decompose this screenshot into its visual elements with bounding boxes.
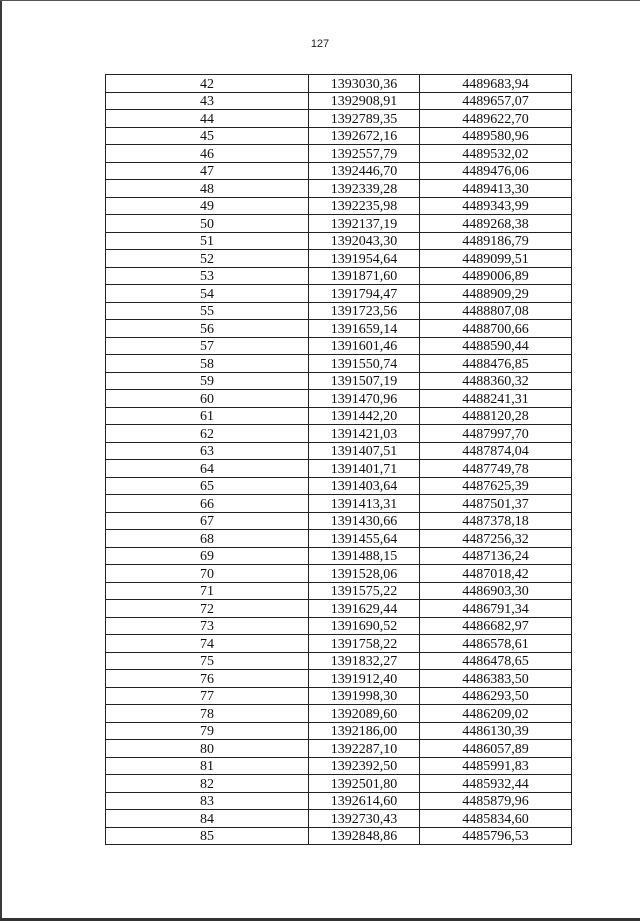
x-coordinate-cell: 1391507,19 (309, 372, 420, 390)
x-coordinate-cell: 1391998,30 (309, 687, 420, 705)
point-number-cell: 52 (106, 250, 309, 268)
point-number-cell: 48 (106, 180, 309, 198)
y-coordinate-cell: 4489413,30 (420, 180, 572, 198)
table-row (106, 565, 572, 583)
point-number-cell: 77 (106, 687, 309, 705)
x-coordinate-cell: 1391528,06 (309, 565, 420, 583)
scan-edge-top (0, 0, 640, 1)
table-row (106, 810, 572, 828)
x-coordinate-cell: 1392848,86 (309, 827, 420, 845)
point-number-cell: 50 (106, 215, 309, 233)
table-row (106, 250, 572, 268)
point-number-cell: 78 (106, 705, 309, 723)
point-number-cell: 58 (106, 355, 309, 373)
table-row (106, 635, 572, 653)
table-row (106, 162, 572, 180)
point-number-cell: 80 (106, 740, 309, 758)
point-number-cell: 46 (106, 145, 309, 163)
y-coordinate-cell: 4487378,18 (420, 512, 572, 530)
y-coordinate-cell: 4489343,99 (420, 197, 572, 215)
point-number-cell: 60 (106, 390, 309, 408)
point-number-cell: 75 (106, 652, 309, 670)
y-coordinate-cell: 4488700,66 (420, 320, 572, 338)
table-row (106, 530, 572, 548)
x-coordinate-cell: 1392446,70 (309, 162, 420, 180)
x-coordinate-cell: 1391430,66 (309, 512, 420, 530)
table-row (106, 757, 572, 775)
y-coordinate-cell: 4485932,44 (420, 775, 572, 793)
table-row (106, 110, 572, 128)
y-coordinate-cell: 4487625,39 (420, 477, 572, 495)
point-number-cell: 64 (106, 460, 309, 478)
y-coordinate-cell: 4487018,42 (420, 565, 572, 583)
x-coordinate-cell: 1391832,27 (309, 652, 420, 670)
table-row (106, 197, 572, 215)
point-number-cell: 43 (106, 92, 309, 110)
table-row (106, 705, 572, 723)
y-coordinate-cell: 4485834,60 (420, 810, 572, 828)
y-coordinate-cell: 4486293,50 (420, 687, 572, 705)
table-row (106, 355, 572, 373)
point-number-cell: 63 (106, 442, 309, 460)
table-row (106, 337, 572, 355)
x-coordinate-cell: 1392287,10 (309, 740, 420, 758)
point-number-cell: 74 (106, 635, 309, 653)
table-row (106, 180, 572, 198)
point-number-cell: 44 (106, 110, 309, 128)
x-coordinate-cell: 1391723,56 (309, 302, 420, 320)
point-number-cell: 53 (106, 267, 309, 285)
y-coordinate-cell: 4487874,04 (420, 442, 572, 460)
table-row (106, 302, 572, 320)
x-coordinate-cell: 1391690,52 (309, 617, 420, 635)
table-row (106, 670, 572, 688)
y-coordinate-cell: 4486130,39 (420, 722, 572, 740)
point-number-cell: 54 (106, 285, 309, 303)
point-number-cell: 67 (106, 512, 309, 530)
point-number-cell: 61 (106, 407, 309, 425)
point-number-cell: 59 (106, 372, 309, 390)
y-coordinate-cell: 4489580,96 (420, 127, 572, 145)
x-coordinate-cell: 1391912,40 (309, 670, 420, 688)
x-coordinate-cell: 1392672,16 (309, 127, 420, 145)
y-coordinate-cell: 4486903,30 (420, 582, 572, 600)
x-coordinate-cell: 1391442,20 (309, 407, 420, 425)
x-coordinate-cell: 1392557,79 (309, 145, 420, 163)
y-coordinate-cell: 4489006,89 (420, 267, 572, 285)
table-row (106, 320, 572, 338)
table-row (106, 390, 572, 408)
table-row (106, 75, 572, 93)
y-coordinate-cell: 4489657,07 (420, 92, 572, 110)
table-row (106, 215, 572, 233)
x-coordinate-cell: 1392186,00 (309, 722, 420, 740)
table-row (106, 722, 572, 740)
coordinates-table (105, 74, 572, 845)
coordinates-table-body (106, 75, 572, 845)
x-coordinate-cell: 1392137,19 (309, 215, 420, 233)
table-row (106, 827, 572, 845)
table-row (106, 495, 572, 513)
x-coordinate-cell: 1391758,22 (309, 635, 420, 653)
point-number-cell: 73 (106, 617, 309, 635)
x-coordinate-cell: 1392789,35 (309, 110, 420, 128)
x-coordinate-cell: 1391403,64 (309, 477, 420, 495)
x-coordinate-cell: 1391659,14 (309, 320, 420, 338)
table-row (106, 92, 572, 110)
point-number-cell: 72 (106, 600, 309, 618)
scan-edge-left (0, 0, 2, 921)
y-coordinate-cell: 4489186,79 (420, 232, 572, 250)
y-coordinate-cell: 4486383,50 (420, 670, 572, 688)
point-number-cell: 68 (106, 530, 309, 548)
table-row (106, 232, 572, 250)
point-number-cell: 79 (106, 722, 309, 740)
point-number-cell: 56 (106, 320, 309, 338)
x-coordinate-cell: 1391470,96 (309, 390, 420, 408)
table-row (106, 687, 572, 705)
y-coordinate-cell: 4487749,78 (420, 460, 572, 478)
y-coordinate-cell: 4485991,83 (420, 757, 572, 775)
point-number-cell: 49 (106, 197, 309, 215)
table-row (106, 582, 572, 600)
y-coordinate-cell: 4485796,53 (420, 827, 572, 845)
x-coordinate-cell: 1391407,51 (309, 442, 420, 460)
y-coordinate-cell: 4489532,02 (420, 145, 572, 163)
table-row (106, 600, 572, 618)
y-coordinate-cell: 4488807,08 (420, 302, 572, 320)
y-coordinate-cell: 4487256,32 (420, 530, 572, 548)
point-number-cell: 84 (106, 810, 309, 828)
x-coordinate-cell: 1391413,31 (309, 495, 420, 513)
y-coordinate-cell: 4488120,28 (420, 407, 572, 425)
y-coordinate-cell: 4485879,96 (420, 792, 572, 810)
x-coordinate-cell: 1391601,46 (309, 337, 420, 355)
point-number-cell: 65 (106, 477, 309, 495)
x-coordinate-cell: 1392501,80 (309, 775, 420, 793)
x-coordinate-cell: 1391401,71 (309, 460, 420, 478)
x-coordinate-cell: 1391488,15 (309, 547, 420, 565)
point-number-cell: 66 (106, 495, 309, 513)
y-coordinate-cell: 4486791,34 (420, 600, 572, 618)
x-coordinate-cell: 1391629,44 (309, 600, 420, 618)
point-number-cell: 70 (106, 565, 309, 583)
x-coordinate-cell: 1392043,30 (309, 232, 420, 250)
y-coordinate-cell: 4489683,94 (420, 75, 572, 93)
y-coordinate-cell: 4486209,02 (420, 705, 572, 723)
y-coordinate-cell: 4487997,70 (420, 425, 572, 443)
y-coordinate-cell: 4489476,06 (420, 162, 572, 180)
table-row (106, 775, 572, 793)
y-coordinate-cell: 4488476,85 (420, 355, 572, 373)
y-coordinate-cell: 4488360,32 (420, 372, 572, 390)
table-row (106, 372, 572, 390)
table-row (106, 547, 572, 565)
y-coordinate-cell: 4488909,29 (420, 285, 572, 303)
y-coordinate-cell: 4487501,37 (420, 495, 572, 513)
table-row (106, 652, 572, 670)
y-coordinate-cell: 4489099,51 (420, 250, 572, 268)
table-row (106, 740, 572, 758)
x-coordinate-cell: 1391575,22 (309, 582, 420, 600)
table-row (106, 145, 572, 163)
y-coordinate-cell: 4486682,97 (420, 617, 572, 635)
point-number-cell: 85 (106, 827, 309, 845)
point-number-cell: 82 (106, 775, 309, 793)
x-coordinate-cell: 1392089,60 (309, 705, 420, 723)
x-coordinate-cell: 1391455,64 (309, 530, 420, 548)
table-row (106, 792, 572, 810)
x-coordinate-cell: 1393030,36 (309, 75, 420, 93)
y-coordinate-cell: 4486478,65 (420, 652, 572, 670)
point-number-cell: 81 (106, 757, 309, 775)
table-row (106, 477, 572, 495)
x-coordinate-cell: 1392908,91 (309, 92, 420, 110)
point-number-cell: 45 (106, 127, 309, 145)
x-coordinate-cell: 1391954,64 (309, 250, 420, 268)
y-coordinate-cell: 4488590,44 (420, 337, 572, 355)
point-number-cell: 83 (106, 792, 309, 810)
table-row (106, 407, 572, 425)
table-row (106, 127, 572, 145)
point-number-cell: 62 (106, 425, 309, 443)
point-number-cell: 57 (106, 337, 309, 355)
table-row (106, 267, 572, 285)
y-coordinate-cell: 4486057,89 (420, 740, 572, 758)
table-row (106, 512, 572, 530)
point-number-cell: 47 (106, 162, 309, 180)
table-row (106, 285, 572, 303)
y-coordinate-cell: 4486578,61 (420, 635, 572, 653)
point-number-cell: 71 (106, 582, 309, 600)
x-coordinate-cell: 1392235,98 (309, 197, 420, 215)
x-coordinate-cell: 1392339,28 (309, 180, 420, 198)
y-coordinate-cell: 4487136,24 (420, 547, 572, 565)
point-number-cell: 51 (106, 232, 309, 250)
point-number-cell: 69 (106, 547, 309, 565)
x-coordinate-cell: 1392392,50 (309, 757, 420, 775)
x-coordinate-cell: 1392614,60 (309, 792, 420, 810)
x-coordinate-cell: 1391871,60 (309, 267, 420, 285)
x-coordinate-cell: 1392730,43 (309, 810, 420, 828)
x-coordinate-cell: 1391421,03 (309, 425, 420, 443)
x-coordinate-cell: 1391794,47 (309, 285, 420, 303)
y-coordinate-cell: 4488241,31 (420, 390, 572, 408)
table-row (106, 460, 572, 478)
point-number-cell: 55 (106, 302, 309, 320)
point-number-cell: 76 (106, 670, 309, 688)
page-number: 127 (310, 38, 330, 50)
table-row (106, 442, 572, 460)
y-coordinate-cell: 4489268,38 (420, 215, 572, 233)
table-row (106, 617, 572, 635)
y-coordinate-cell: 4489622,70 (420, 110, 572, 128)
point-number-cell: 42 (106, 75, 309, 93)
table-row (106, 425, 572, 443)
x-coordinate-cell: 1391550,74 (309, 355, 420, 373)
